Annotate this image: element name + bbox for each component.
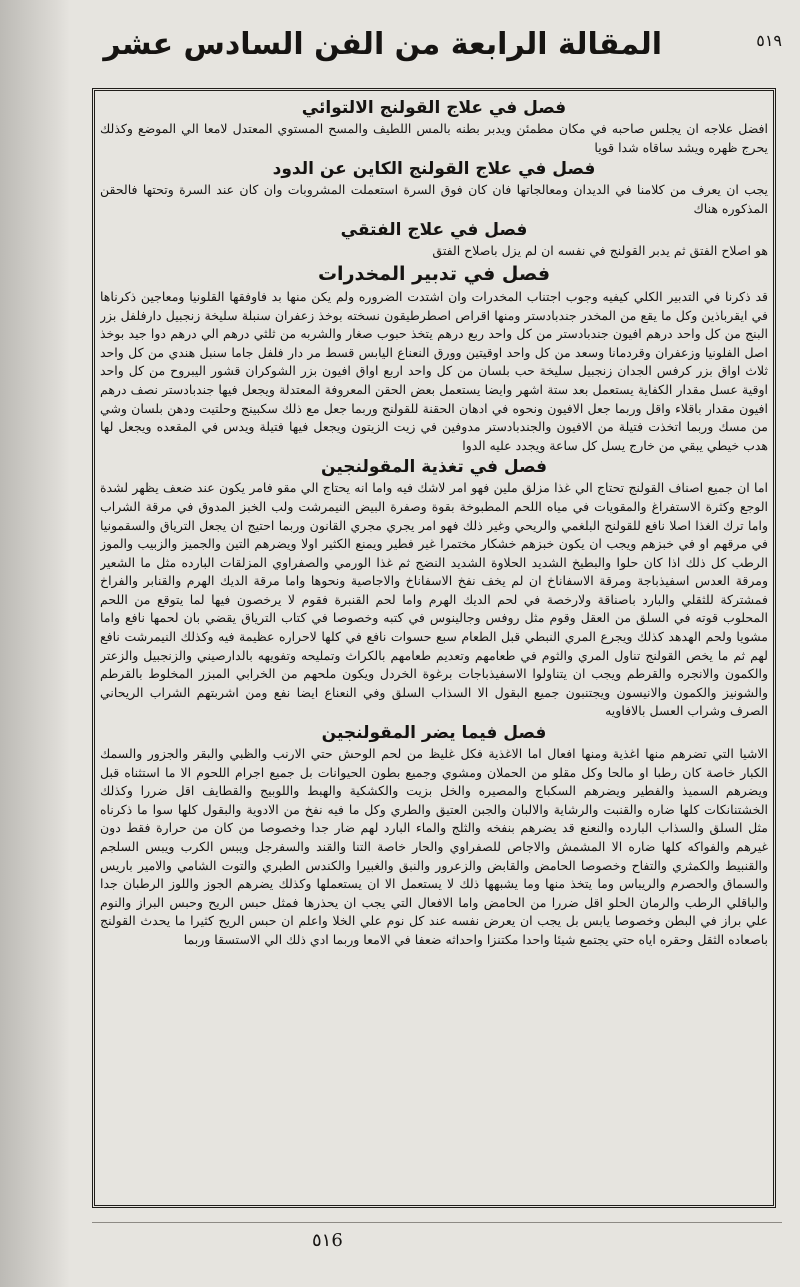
section-title-hernia: فصل في علاج الفتقي <box>340 220 528 241</box>
section-text-harmful: الاشيا التي تضرهم منها اغذية ومنها افعال اما الاغذية فكل غليظ من لحم الوحش حتي الارنب والظبي والبقر والجزور والسمك الكبار خاصة كان رطبا او مالحا وكل مقلو من الحملان ومشوي وجميع بطون الحيوانات بل جميع اجرام اللحوم الا ما استثناه قبل ويضرهم السميذ والفطير ويضرهم السكباج والمصيره والخل بزيت والكشكية والهبط واللوبيج والقطايف اقل ضررا وكذلك الخشتنانكات كلها ضاره والقنبت والرشاية والالبان والجبن العتيق والطري وكل ما فيه نفخ من الادوية والبقول كلها سوا ما ذكرناه مثل السلق والسذاب البارده والنعنع قد يضرهم بنفخه والثلج والماء البارد لهم ضار جدا وخصوصا من كان من حرارة فقط دون غيرهم والفواكه كلها ضاره الا المشمش والاجاص للصفراوي والحار خاصة التنا والقند والسفرجل ويبس الكرب ويبس السلجم والقنبيط والكمثري والتفاح وخصوصا الحامض والقابض والزعرور والنبق والغبيرا والكندس الطبري والتوت الشامي والامير باريس والسماق والحصرم والريباس وما يتخذ منها وما يشبهها ذلك لا يستعمل الا ان يستعملها وكذلك يضرهم الجوز واللوز الرطبان جدا والباقلي الرطب والرمان الحلو اقل ضررا من الحامض واما الافعال التي يجب ان يحذرها فمثل حبس الريح وحبس البراز والنوم علي براز في البطن وخصوصا يابس بل يجب ان يعرض نفسه عند كل نوم علي الخلا واعلم ان حبس الريح كثيرا ما يحدث القولنج باصعاده الثقل وحقره اياه حتي يجتمع شيئا واحدا مكتنزا واحداثه ضعفا في الامعا وربما ادي ذلك الي الاستسقا وربما <box>100 746 768 947</box>
header-page-number: ٥١٩ <box>756 31 782 50</box>
gutter-shadow <box>0 0 70 1287</box>
section-title-harmful: فصل فيما يضر المقولنجين <box>321 723 547 744</box>
section-title-narcotics: فصل في تدبير المخدرات <box>317 262 551 285</box>
page-footer <box>92 1222 782 1257</box>
section-title-colic-worms: فصل في علاج القولنج الكاين عن الدود <box>272 159 596 180</box>
section-text-narcotics: قد ذكرنا في التدبير الكلي كيفيه وجوب اجتناب المخدرات وان اشتدت الضروره ولم يكن منها بد فاوفقها القلونيا ومعاجين ذكرناها في ايقرباذين وكل ما يقع من المخدر جندبادستر ومنها اقراص اصطرطيقون نسخته بوخذ زعفران سنبلة سليخة زنجبيل دارفلفل بزر البنج من كل واحد درهم افيون جندبادستر من كل واحد ربع درهم يتخذ حبوب صغار والشربه من ثلثي درهم الي درهم دوا جيد بوخذ اصل الفلونيا وزعفران وقردمانا وسعد من كل واحد اوقيتين وورق النعناع اليابس قسط مر دار فلفل جاما سنبل هندي من كل واحد ثلاث اواق بزر كرفس الجدان زنجبيل سليخة حب بلسان من كل واحد اربع اواق افيون بزر الشوكران قشور اليبروح من كل واحد اوقية عسل مقدار الكفاية يستعمل بعد ستة اشهر وايضا يستعمل بعض الحقن المعروفة المعتدلة ويجعل فيها جندبادستر نصف درهم افيون مقدار باقلاء واقل وربما جعل الافيون ونحوه في ادهان الحقنة للقولنج وربما جعل مع ذلك سكبينج وحلتيت ودهن بلسان وشي من مسك وربما اتخذت فتيلة من الافيون والجندبادستر مدوفين في زيت الزيتون ويجعل فيها فتيلة ويدس في المقعده ويجعل لها هدب خيطي يبقي من خارج يسل كل ساعة ويجدد عليه الدوا <box>100 288 768 453</box>
running-head <box>92 22 782 74</box>
footer-page-number: ٥١6 <box>312 1230 343 1251</box>
running-title: المقالة الرابعة من الفن السادس عشر <box>103 27 662 62</box>
text-block <box>100 96 768 1200</box>
section-title-nutrition: فصل في تغذية المقولنجين <box>321 457 547 478</box>
section-text-colic-twisting: افضل علاجه ان يجلس صاحبه في مكان مطمئن ويدبر بطنه بالمس اللطيف والمسح المستوي المعتدل لامعا الي الموضع وكذلك يحرج ظهره ويشد ساقاه شدا قويا <box>100 121 768 155</box>
section-text-nutrition: اما ان جميع اصناف القولنج تحتاج الي غذا مزلق ملين فهو امر لاشك فيه واما انه يحتاج الي مقو فامر يكون عند ضعف يظهر لشدة الوجع وكثرة الاستفراغ والمقويات في مياه اللحم المطبوخة بقوة وصفرة البيض النيمرشت ولب الخبز المدوق في مرقة الشراب واما ترك الغذا اصلا نافع للقولنج البلغمي والريحي وغير ذلك فهو امر يجري مجري القانون وربما احتيج ان يجعل الترياق والسقمونيا في مرقهم او في خبزهم ويجب ان يكون خبزهم خشكار مختمرا غير فطير ويمنع الكثير اولا ويضرهم التين والجميز والزبيب والموز الرطب كل ذلك اذا كان حلوا والبطيخ الشديد الحلاوة الشديد النضج ثم غذا الورمي والصفراوي المزلقات البارده مثل ما الشعير ومرقة العدس اسفيذباجة ومرقة الاسفاناخ ان لم يخف نفخ الاسفاناخ والاجاصية ونحوها واما مرقة الديك الهرم والقنابر والفراخ فمشتركة للثقلي والبارد باصناقة ولارخصة في لحم الديك الهرم واما لحم القنبرة فقوم لا يرخصون فيها لما يتوقع من اللحم المحلوب قوته في السلق من العقل وقوم مثل روفس وجالينوس في كتبه وخصوصا في كتاب الترياق يقضي بان لحمها نافع واما مشويا ولحم الهدهد كذلك ويجرع المري النبطي قبل الطعام سبع حسوات نافع في كلها لاحراره عظيمة فيه وكذلك النيمرشت نافع لهم ثم ما يخص القولنج تناول المري والثوم في طعامهم وتعديم طعامهم بالكراث وتمليحه وتفويهه بالدارصيني والزنجبيل والزعتر والكمون والانجره والقرطم ويجب ان يتناولوا الاسفيذباجات برغوة الخردل ويكون ملحهم من الخرابي المبزر المخلوط بالقرطم والشونيز والكمون والانيسون ويجتنبون جميع البقول الا السذاب السلق وفي النعناع ايضا نفع ومن اشربتهم الشراب الريحاني الصرف وشراب العسل بالافاويه <box>100 480 768 719</box>
section-text-hernia: هو اصلاح الفتق ثم يدبر القولنج في نفسه ان لم يزل باصلاح الفتق <box>432 243 768 259</box>
section-text-colic-worms: يجب ان يعرف من كلامنا في الديدان ومعالجاتها فان كان فوق السرة استعملت المشروبات وان كان عند السرة وتحتها فالحقن المذكوره هناك <box>100 182 768 216</box>
section-title-colic-twisting: فصل في علاج القولنج الالتوائي <box>301 98 567 118</box>
